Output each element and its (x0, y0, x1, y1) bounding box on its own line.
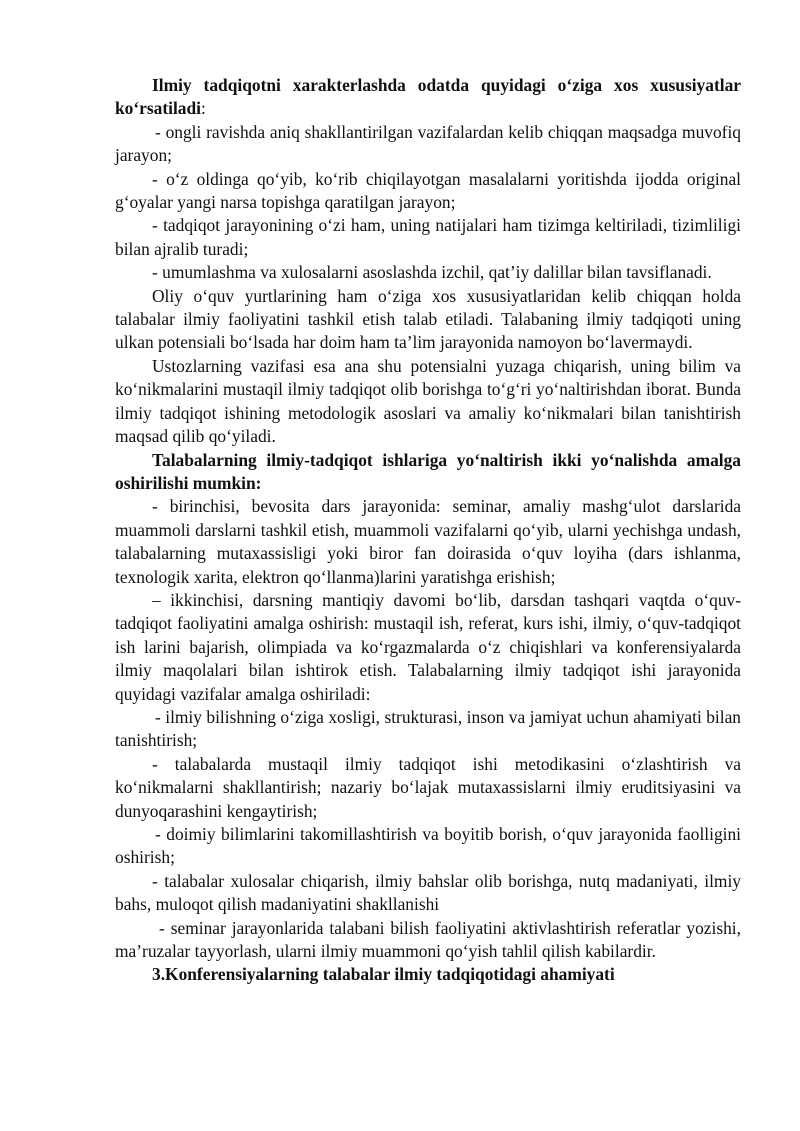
paragraph-teachers-task: Ustozlarning vazifasi esa ana shu potensialni yuzaga chiqarish, uning bilim va ko‘nikmalarini mustaqil ilmiy tadqiqot olib borishga to‘g‘ri yo‘naltirishdan iborat. Bunda ilmiy tadqiqot ishining metodologik asoslari va amaliy ko‘nikmalari bilan tanishtirish maqsad qilib qo‘yiladi. (115, 355, 741, 447)
list-item-methodology: - talabalarda mustaqil ilmiy tadqiqot ishi metodikasini o‘zlashtirish va ko‘nikmalarni shakllantirish; nazariy bo‘lajak mutaxassislarni ilmiy eruditsiyasini va dunyoqarashini kengaytirish; (115, 753, 741, 821)
list-item-purposeful: - ongli ravishda aniq shakllantirilgan vazifalardan kelib chiqqan maqsadga muvofiq jarayon; (115, 121, 741, 166)
list-item-systematic: - tadqiqot jarayonining o‘zi ham, uning natijalari ham tizimga keltiriladi, tizimliligi bilan ajralib turadi; (115, 215, 741, 259)
list-item-conclusions: - talabalar xulosalar chiqarish, ilmiy bahslar olib borishga, nutq madaniyati, ilmiy bahs, muloqot qilish madaniyatini shakllanishi (115, 870, 741, 915)
section-heading-conferences: 3.Konferensiyalarning talabalar ilmiy tadqiqotidagi ahamiyati (152, 964, 615, 985)
list-item-original-ideas: - o‘z oldinga qo‘yib, ko‘rib chiqilayotgan masalalarni yoritishda ijodda original g‘oyalar yangi narsa topishga qaratilgan jarayon; (115, 168, 741, 213)
list-item-first-direction: - birinchisi, bevosita dars jarayonida: seminar, amaliy mashg‘ulot darslarida muammoli darslarni tashkil etish, muammoli vazifalarni qo‘yib, ularni yechishga undash, talabalarning mutaxassisligi yoki biror fan doirasida o‘quv loyiha (dars ishlanma, texnologik xarita, elektron qo‘llanma)larini yaratishga erishish; (115, 496, 741, 587)
list-item-scientific-knowledge: - ilmiy bilishning o‘ziga xosligi, strukturasi, inson va jamiyat uchun ahamiyati bilan tanishtirish; (115, 706, 741, 751)
document-page (115, 74, 741, 987)
paragraph-higher-education: Oliy o‘quv yurtlarining ham o‘ziga xos xususiyatlaridan kelib chiqqan holda talabalar ilmiy faoliyatini tashkil etish talab etiladi. Talabaning ilmiy tadqiqoti uning ulkan potensiali bo‘lsada har doim ham ta’lim jarayonida namoyon bo‘lavermaydi. (115, 285, 741, 353)
list-item-consistent-evidence: - umumlashma va xulosalarni asoslashda izchil, qat’iy dalillar bilan tavsiflanadi. (152, 262, 712, 283)
intro-bold-text: Ilmiy tadqiqotni xarakterlashda odatda quyidagi o‘ziga xos xususiyatlar ko‘rsatiladi (115, 75, 741, 119)
list-item-improve-knowledge: - doimiy bilimlarini takomillashtirish va boyitib borish, o‘quv jarayonida faolligini oshirish; (115, 824, 741, 868)
intro-colon: : (201, 98, 206, 119)
list-item-seminars: - seminar jarayonlarida talabani bilish faoliyatini aktivlashtirish referatlar yozishi, ma’ruzalar tayyorlash, ularni ilmiy muammoni qo‘yish tahlil qilish kabilardir. (115, 917, 741, 962)
list-item-second-direction: – ikkinchisi, darsning mantiqiy davomi bo‘lib, darsdan tashqari vaqtda o‘quv-tadqiqot faoliyatini amalga oshirish: mustaqil ish, referat, kurs ishi, ilmiy, o‘quv-tadqiqot ish larini bajarish, olimpiada va ko‘rgazmalarda o‘z chiqishlari va konferensiyalarda ilmiy maqolalari bilan ishtirok etish. Talabalarning ilmiy tadqiqot ishi jarayonida quyidagi vazifalar amalga oshiriladi: (115, 589, 741, 704)
paragraph-intro (115, 74, 741, 121)
paragraph-two-directions: Talabalarning ilmiy-tadqiqot ishlariga yo‘naltirish ikki yo‘nalishda amalga oshirilishi mumkin: (115, 449, 741, 493)
